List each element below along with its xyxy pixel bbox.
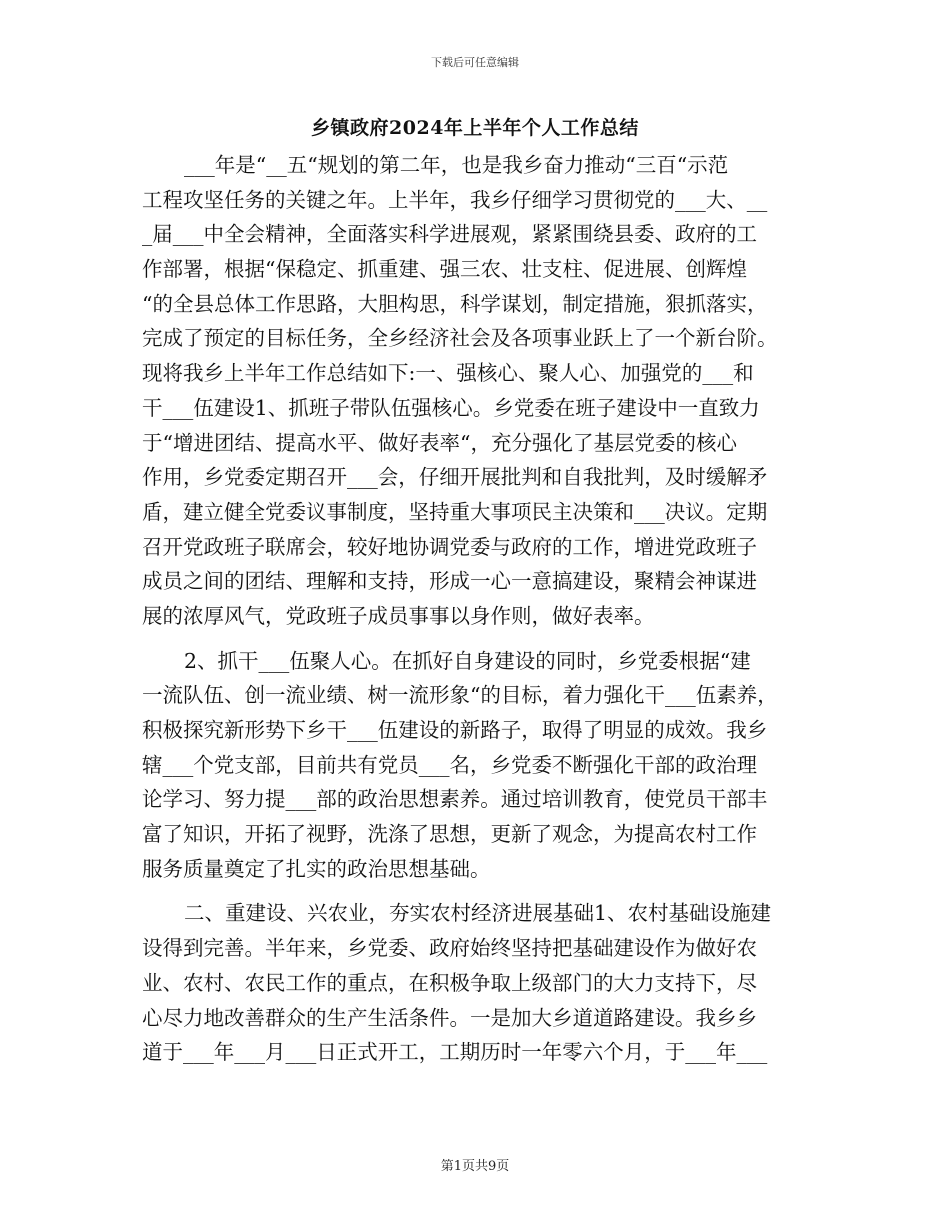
paragraph-3-line-2: 设得到完善。半年来，乡党委、政府始终坚持把基础建设作为做好农 [142, 936, 757, 961]
paragraph-3-line-3: 业、农村、农民工作的重点，在积极争取上级部门的大力支持下，尽 [142, 970, 757, 995]
paragraph-2-line-6: 富了知识，开拓了视野，洗涤了思想，更新了观念，为提高农村工作 [142, 822, 757, 847]
paragraph-1-line-14: 展的浓厚风气，党政班子成员事事以身作则，做好表率。 [142, 603, 655, 628]
page-number: 第1页共9页 [440, 1159, 510, 1174]
paragraph-1-line-10: 作用，乡党委定期召开___会，仔细开展批判和自我批判，及时缓解矛 [142, 465, 768, 490]
paragraph-1-line-5: “的全县总体工作思路，大胆构思，科学谋划，制定措施，狠抓落实， [142, 291, 768, 316]
paragraph-1-line-12: 召开党政班子联席会，较好地协调党委与政府的工作，增进党政班子 [142, 534, 757, 559]
paragraph-2-line-2: 一流队伍、创一流业绩、树一流形象“的目标，着力强化干___伍素养， [142, 683, 778, 708]
paragraph-1-line-3: _届___中全会精神，全面落实科学进展观，紧紧围绕县委、政府的工 [142, 222, 757, 247]
paragraph-2-line-5: 论学习、努力提___部的政治思想素养。通过培训教育，使党员干部丰 [142, 787, 768, 812]
paragraph-1-line-4: 作部署，根据“保稳定、抓重建、强三农、壮支柱、促进展、创辉煌 [142, 257, 747, 282]
paragraph-2-line-7: 服务质量奠定了扎实的政治思想基础。 [142, 856, 491, 881]
document-title: 乡镇政府2024年上半年个人工作总结 [311, 117, 639, 139]
paragraph-2-line-4: 辖___个党支部，目前共有党员___名，乡党委不断强化干部的政治理 [142, 752, 757, 777]
paragraph-gap [142, 634, 808, 644]
paragraph-1-line-11: 盾，建立健全党委议事制度，坚持重大事项民主决策和___决议。定期 [142, 499, 768, 524]
header-note: 下载后可任意编辑 [431, 56, 519, 69]
paragraph-1-line-1: ___年是“__五“规划的第二年，也是我乡奋力推动“三百“示范 [184, 153, 729, 177]
paragraph-3-line-5: 道于___年___月___日正式开工，工期历时一年零六个月，于___年___ [142, 1040, 768, 1065]
paragraph-2-line-1: 2、抓干___伍聚人心。在抓好自身建设的同时，乡党委根据“建 [184, 648, 751, 673]
paragraph-1-line-6: 完成了预定的目标任务，全乡经济社会及各项事业跃上了一个新台阶。 [142, 326, 778, 351]
document-body [142, 148, 808, 1070]
paragraph-1-line-8: 干___伍建设1、抓班子带队伍强核心。乡党委在班子建设中一直致力 [142, 395, 760, 420]
paragraph-1-line-9: 于“增进团结、提高水平、做好表率“，充分强化了基层党委的核心 [142, 430, 737, 455]
paragraph-1-line-2: 工程攻坚任务的关键之年。上半年，我乡仔细学习贯彻党的___大、__ [142, 187, 768, 212]
paragraph-1-line-13: 成员之间的团结、理解和支持，形成一心一意搞建设，聚精会神谋进 [142, 569, 757, 594]
paragraph-2-line-3: 积极探究新形势下乡干___伍建设的新路子，取得了明显的成效。我乡 [142, 718, 768, 742]
paragraph-1-line-7: 现将我乡上半年工作总结如下:一、强核心、聚人心、加强党的___和 [142, 361, 754, 386]
paragraph-gap [142, 886, 808, 896]
paragraph-3-line-4: 心尽力地改善群众的生产生活条件。一是加大乡道道路建设。我乡乡 [142, 1005, 757, 1030]
paragraph-3-line-1: 二、重建设、兴农业，夯实农村经济进展基础1、农村基础设施建 [184, 901, 772, 926]
